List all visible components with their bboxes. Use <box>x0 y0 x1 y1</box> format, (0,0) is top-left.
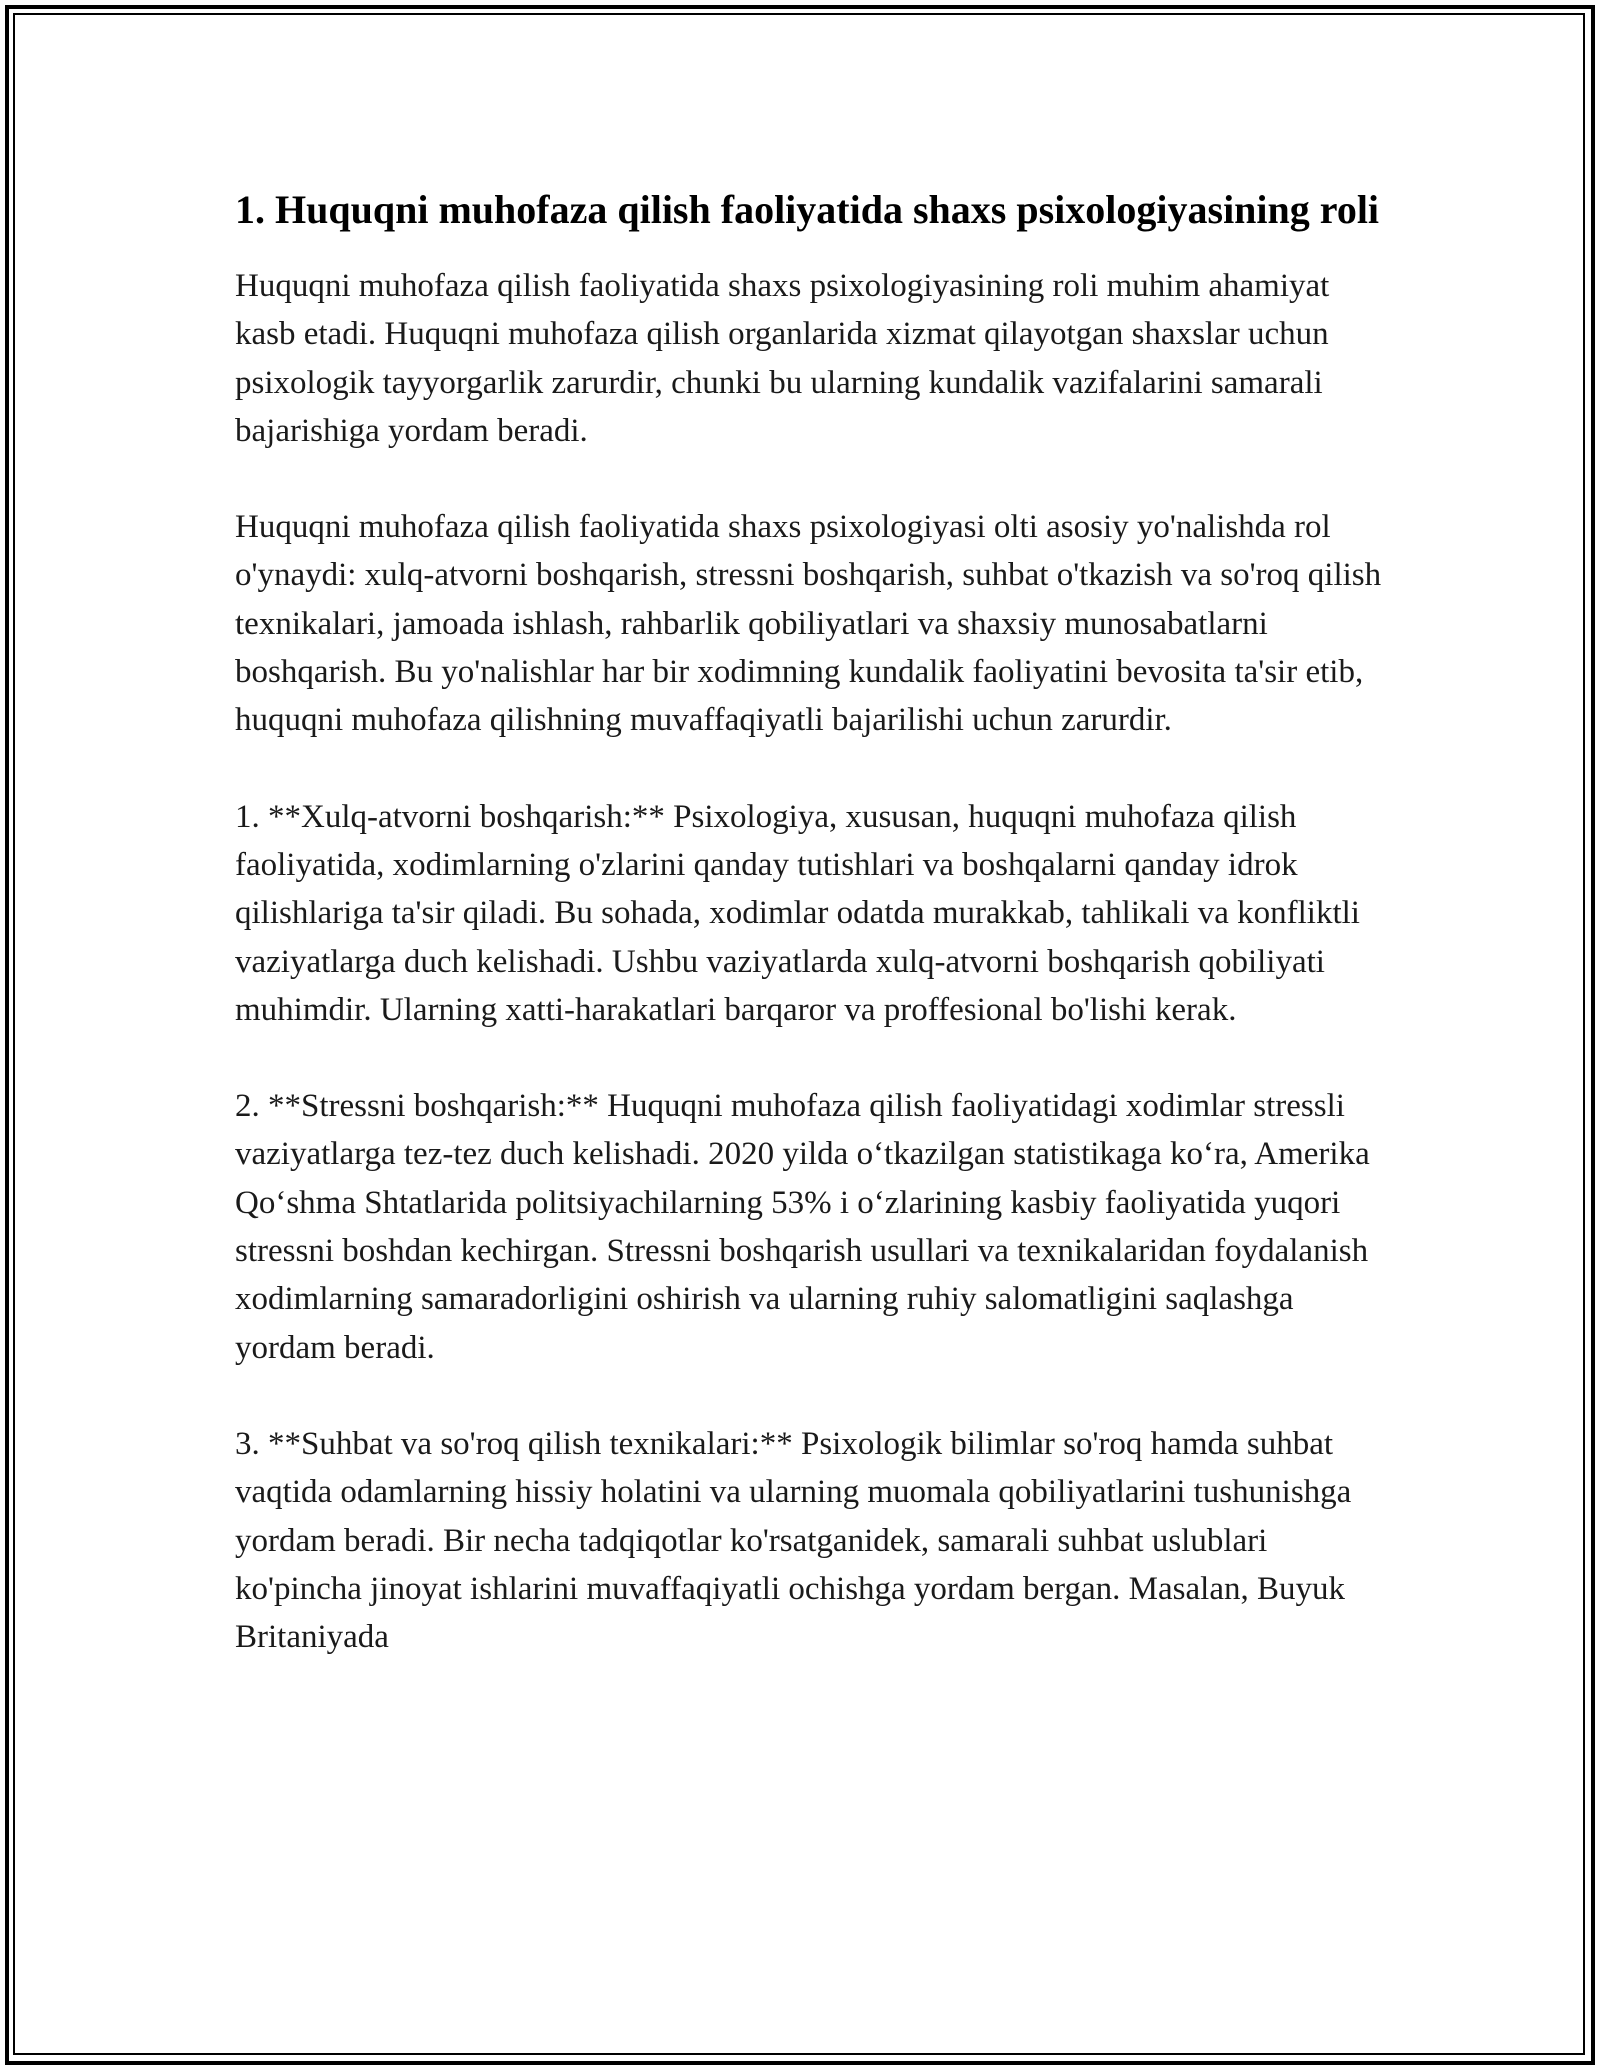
document-body <box>235 182 1385 1661</box>
paragraph-behavior-management: 1. **Xulq-atvorni boshqarish:** Psixologiya, xususan, huquqni muhofaza qilish faoliyatida, xodimlarning o'zlarini qanday tutishlari va boshqalarni qanday idrok qilishlariga ta'sir qiladi. Bu sohada, xodimlar odatda murakkab, tahlikali va konfliktli vaziyatlarga duch kelishadi. Ushbu vaziyatlarda xulq-atvorni boshqarish qobiliyati muhimdir. Ularning xatti-harakatlari barqaror va proffesional bo'lishi kerak. <box>235 798 1360 1028</box>
paragraph-directions: Huquqni muhofaza qilish faoliyatida shaxs psixologiyasi olti asosiy yo'nalishda rol o'ynaydi: xulq-atvorni boshqarish, stressni boshqarish, suhbat o'tkazish va so'roq qilish texnikalari, jamoada ishlash, rahbarlik qobiliyatlari va shaxsiy munosabatlarni boshqarish. Bu yo'nalishlar har bir xodimning kundalik faoliyatini bevosita ta'sir etib, huquqni muhofaza qilishning muvaffaqiyatli bajarilishi uchun zarurdir. <box>235 509 1382 739</box>
paragraph-stress-management: 2. **Stressni boshqarish:** Huquqni muhofaza qilish faoliyatidagi xodimlar stressli vaziyatlarga tez-tez duch kelishadi. 2020 yilda o‘tkazilgan statistikaga ko‘ra, Amerika Qo‘shma Shtatlarida politsiyachilarning 53% i o‘zlarining kasbiy faoliyatida yuqori stressni boshdan kechirgan. Stressni boshqarish usullari va texnikalaridan foydalanish xodimlarning samaradorligini oshirish va ularning ruhiy salomatligini saqlashga yordam beradi. <box>235 1088 1370 1366</box>
paragraph-interview-techniques: 3. **Suhbat va so'roq qilish texnikalari:** Psixologik bilimlar so'roq hamda suhbat vaqtida odamlarning hissiy holatini va ularning muomala qobiliyatlarini tushunishga yordam beradi. Bir necha tadqiqotlar ko'rsatganidek, samarali suhbat uslublari ko'pincha jinoyat ishlarini muvaffaqiyatli ochishga yordam bergan. Masalan, Buyuk Britaniyada <box>235 1425 1352 1656</box>
paragraph-intro: Huquqni muhofaza qilish faoliyatida shaxs psixologiyasining roli muhim ahamiyat kasb etadi. Huquqni muhofaza qilish organlarida xizmat qilayotgan shaxslar uchun psixologik tayyorgarlik zarurdir, chunki bu ularning kundalik vazifalarini samarali bajarishiga yordam beradi. <box>235 268 1330 449</box>
section-heading: 1. Huquqni muhofaza qilish faoliyatida shaxs psixologiyasining roli <box>235 187 1380 232</box>
